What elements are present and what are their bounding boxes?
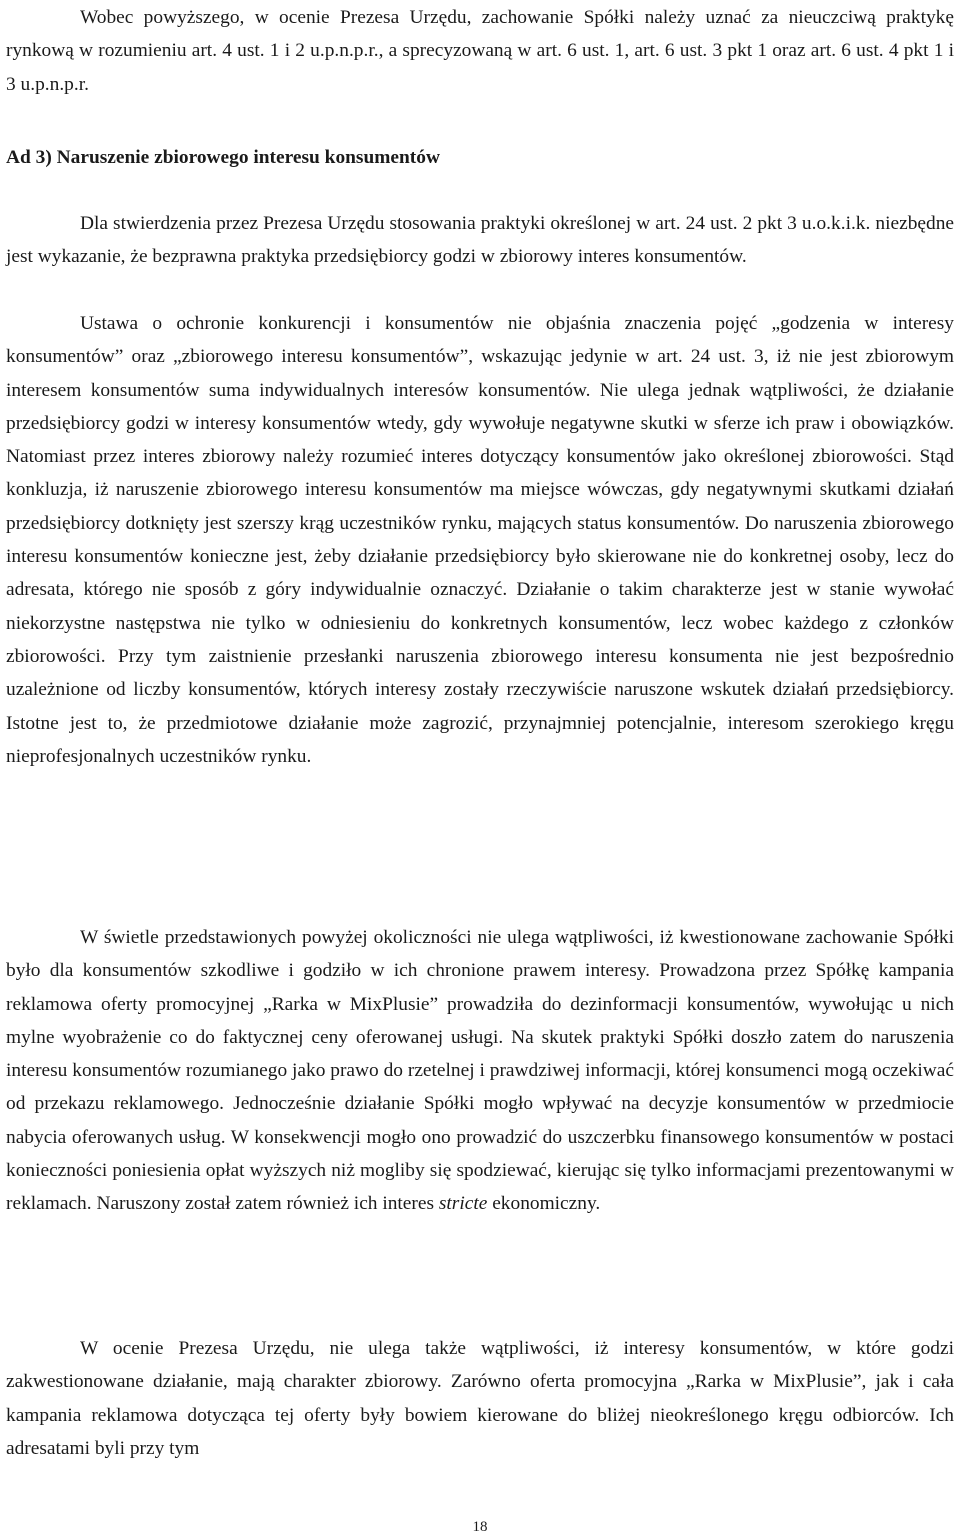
paragraph-assessment <box>6 921 954 1221</box>
paragraph-intro: Dla stwierdzenia przez Prezesa Urzędu stosowania praktyki określonej w art. 24 ust. 2 pkt 3 u.o.k.i.k. niezbędne jest wykazanie, że bezprawna praktyka przedsiębiorcy godzi w zbiorowy interes konsumentów. <box>6 213 954 268</box>
section-heading: Ad 3) Naruszenie zbiorowego interesu konsumentów <box>6 147 440 168</box>
paragraph-collective: W ocenie Prezesa Urzędu, nie ulega także wątpliwości, iż interesy konsumentów, w które godzi zakwestionowane działanie, mają charakter zbiorowy. Zarówno oferta promocyjna „Rarka w MixPlusie”, jak i cała kampania reklamowa dotycząca tej oferty były bowiem kierowane do bliżej nieokreślonego kręgu odbiorców. Ich adresatami byli przy tym <box>6 1338 954 1459</box>
assessment-text-end: ekonomiczny. <box>487 1193 601 1215</box>
page-number: 18 <box>472 1519 488 1535</box>
assessment-text: W świetle przedstawionych powyżej okoliczności nie ulega wątpliwości, iż kwestionowane zachowanie Spółki było dla konsumentów szkodliwe i godziło w ich chronione prawem interesy. Prowadzona przez Spółkę kampania reklamowa oferty promocyjnej „Rarka w MixPlusie” prowadziła do dezinformacji konsumentów, wywołując u nich mylne wyobrażenie co do faktycznej ceny oferowanej usługi. Na skutek praktyki Spółki doszło zatem do naruszenia interesu konsumentów rozumianego jako prawo do rzetelnej i prawdziwej informacji, której konsumenci mogą oczekiwać od przekazu reklamowego. Jednocześnie działanie Spółki mogło wpływać na decyzje konsumentów w przedmiocie nabycia oferowanych usług. W konsekwencji mogło ono prowadzić do uszczerbku finansowego konsumentów w postaci konieczności poniesienia opłat wyższych niż mogliby się spodziewać, kierując się tylko informacjami prezentowanymi w reklamach. Naruszony został zatem również ich interes <box>6 927 954 1215</box>
paragraph-conclusion: Wobec powyższego, w ocenie Prezesa Urzędu, zachowanie Spółki należy uznać za nieuczciwą praktykę rynkową w rozumieniu art. 4 ust. 1 i 2 u.p.n.p.r., a sprecyzowaną w art. 6 ust. 1, art. 6 ust. 3 pkt 1 oraz art. 6 ust. 4 pkt 1 i 3 u.p.n.p.r. <box>6 7 954 95</box>
italic-term: stricte <box>438 1193 488 1215</box>
paragraph-definition: Ustawa o ochronie konkurencji i konsumentów nie objaśnia znaczenia pojęć „godzenia w interesy konsumentów” oraz „zbiorowego interesu konsumentów”, wskazując jedynie w art. 24 ust. 3, iż nie jest zbiorowym interesem konsumentów suma indywidualnych interesów konsumentów. Nie ulega jednak wątpliwości, że działanie przedsiębiorcy godzi w interesy konsumentów wtedy, gdy wywołuje negatywne skutki w sferze ich praw i obowiązków. Natomiast przez interes zbiorowy należy rozumieć interes dotyczący konsumentów jako określonej zbiorowości. Stąd konkluzja, iż naruszenie zbiorowego interesu konsumentów ma miejsce wówczas, gdy negatywnymi skutkami działań przedsiębiorcy dotknięty jest szerszy krąg uczestników rynku, mających status konsumentów. Do naruszenia zbiorowego interesu konsumentów konieczne jest, żeby działanie przedsiębiorcy było skierowane nie do konkretnej osoby, lecz do adresata, którego nie sposób z góry indywidualnie oznaczyć. Działanie o takim charakterze jest w stanie wywołać niekorzystne następstwa nie tylko w odniesieniu do konkretnych konsumentów, lecz wobec każdego z członków zbiorowości. Przy tym zaistnienie przesłanki naruszenia zbiorowego interesu konsumenta nie jest bezpośrednio uzależnione od liczby konsumentów, których interesy zostały rzeczywiście naruszone wskutek działań przedsiębiorcy. Istotne jest to, że przedmiotowe działanie może zagrozić, przynajmniej potencjalnie, interesom szerokiego kręgu nieprofesjonalnych uczestników rynku. <box>6 313 954 767</box>
